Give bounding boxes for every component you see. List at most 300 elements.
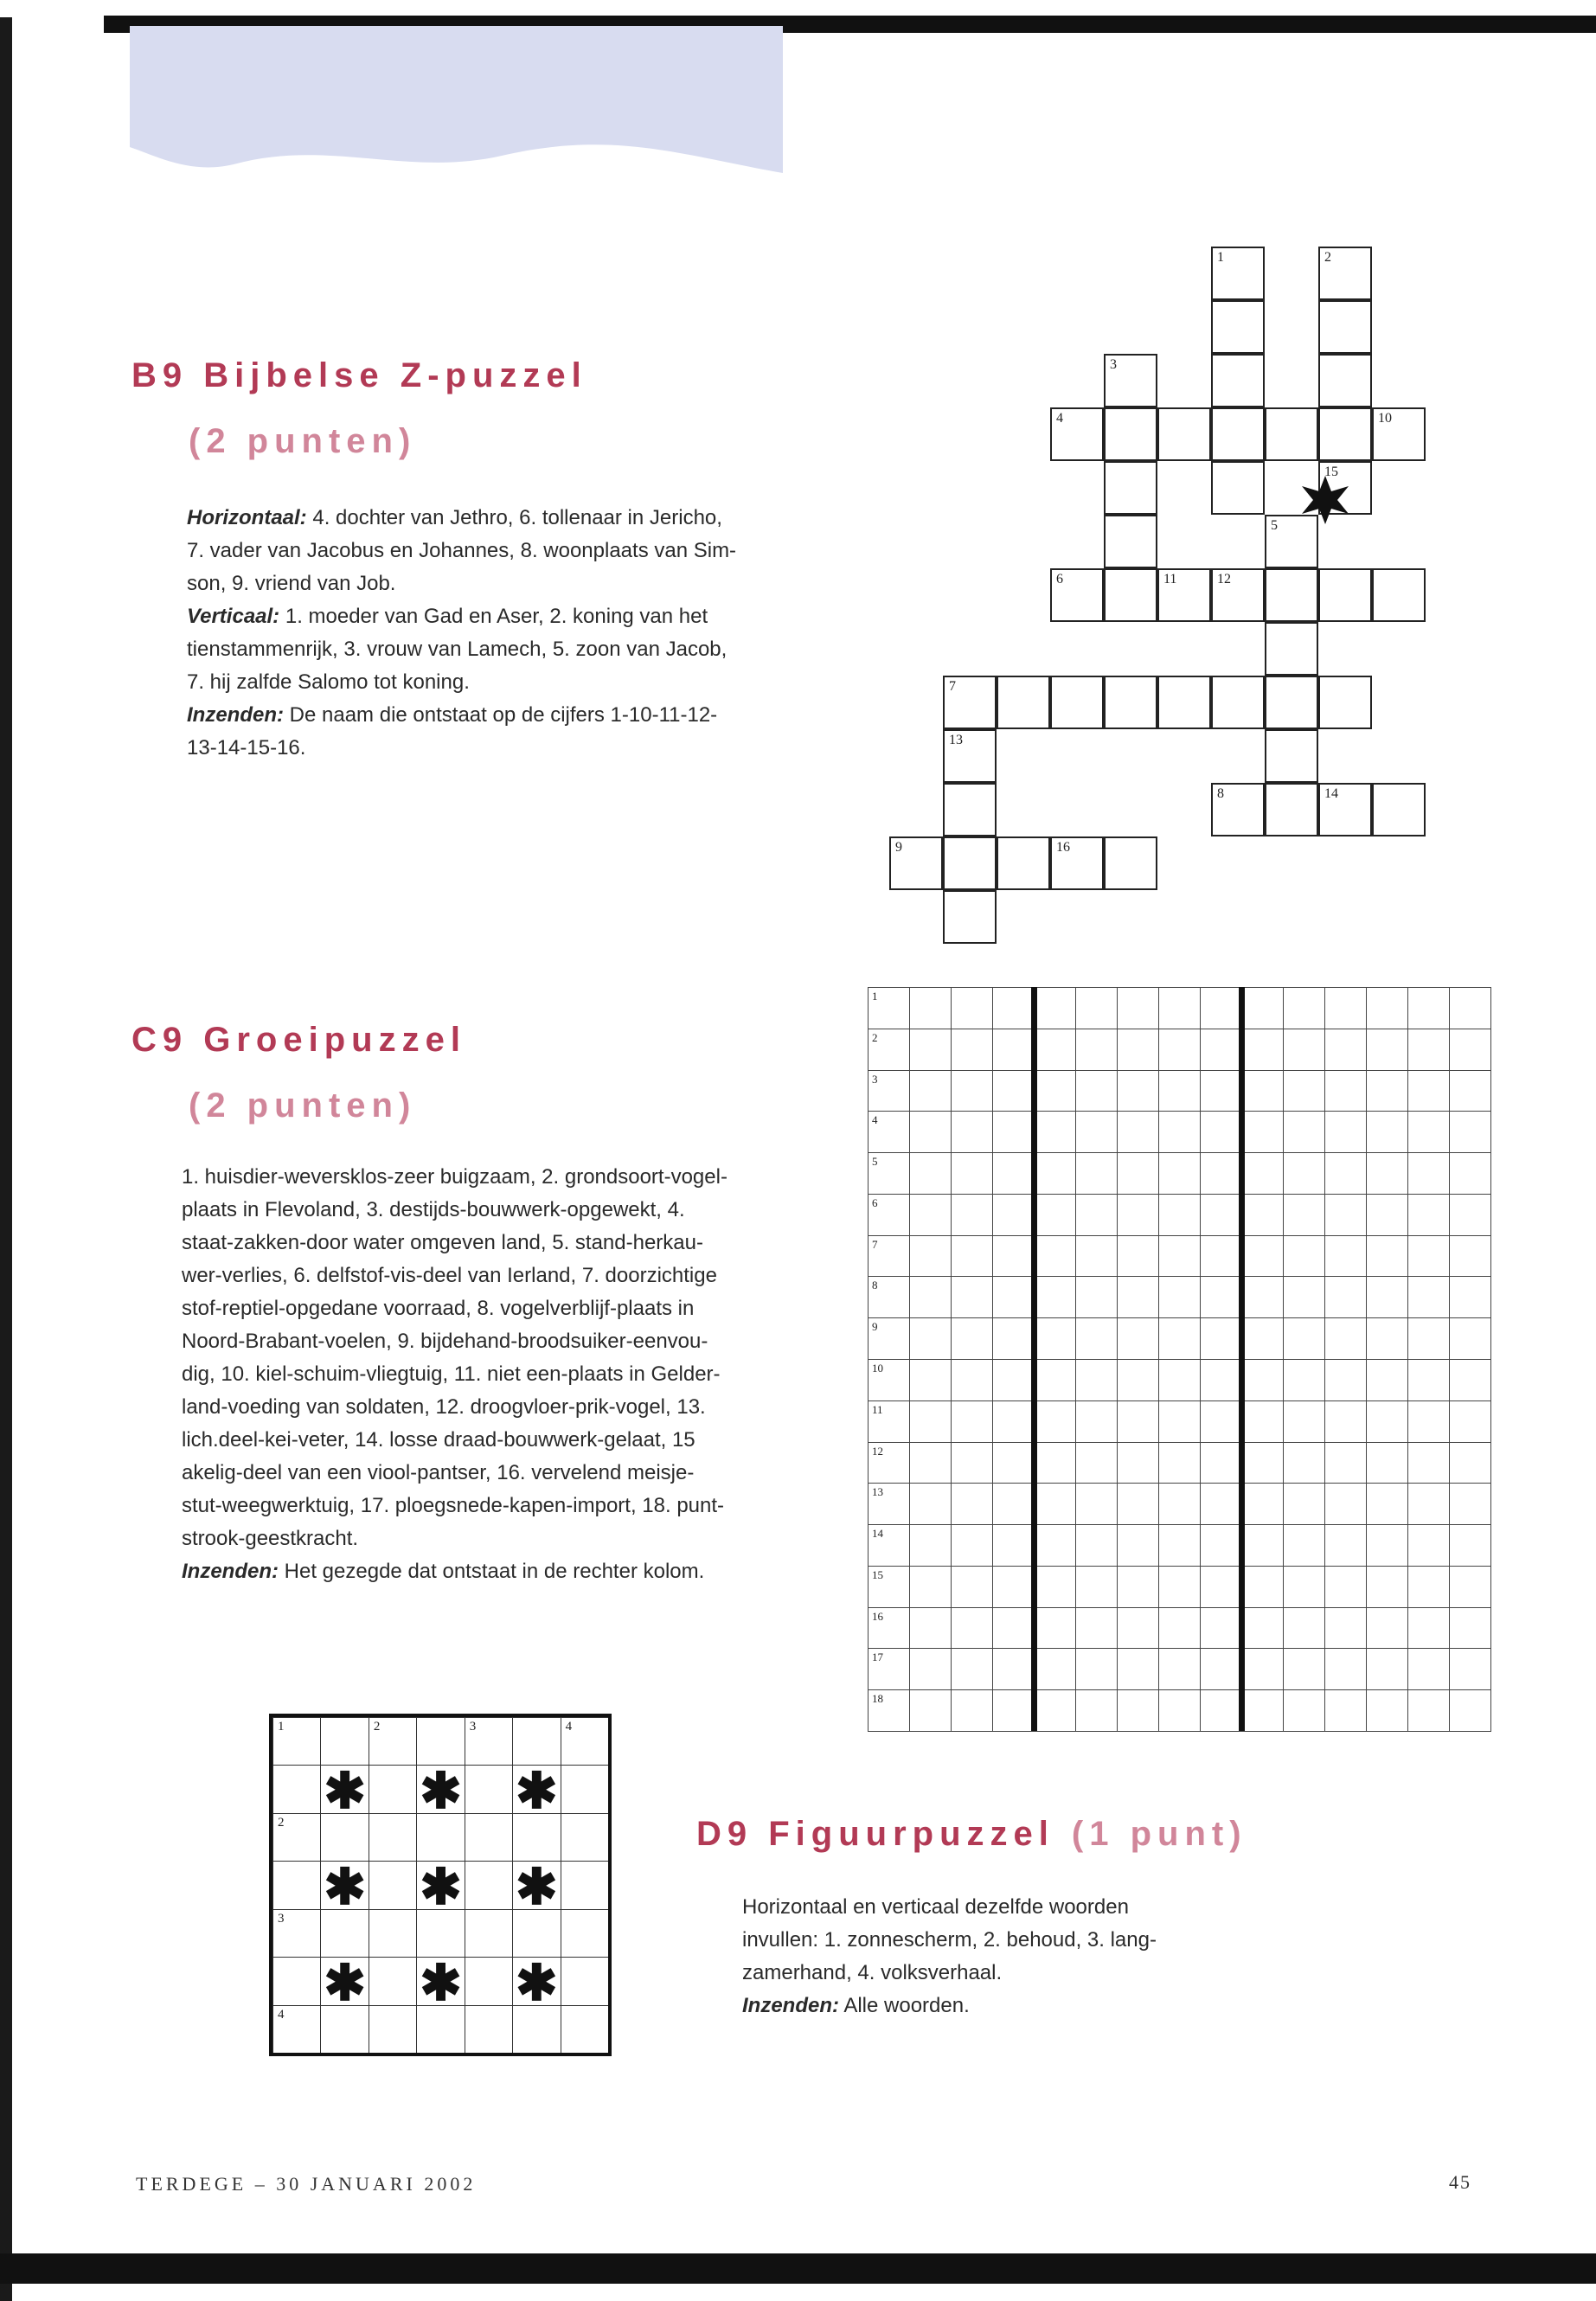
c9-grid-cell[interactable] [1075, 1194, 1118, 1236]
c9-grid-cell[interactable] [1158, 1689, 1201, 1732]
c9-grid-cell[interactable] [1158, 1442, 1201, 1484]
c9-grid-cell[interactable] [992, 987, 1035, 1029]
c9-grid-cell[interactable] [1449, 1400, 1491, 1443]
c9-grid-cell[interactable] [1075, 1524, 1118, 1567]
c9-grid-cell[interactable] [1324, 1070, 1367, 1112]
c9-grid-cell[interactable] [909, 987, 952, 1029]
b9-grid-cell[interactable] [1211, 461, 1265, 515]
c9-grid-cell[interactable] [1283, 1152, 1325, 1195]
c9-grid-cell[interactable] [868, 1483, 910, 1525]
c9-grid-cell[interactable] [1366, 987, 1408, 1029]
c9-grid-cell[interactable] [1200, 1483, 1242, 1525]
c9-grid-cell[interactable] [1283, 1029, 1325, 1071]
b9-grid-cell[interactable] [1265, 676, 1318, 729]
c9-grid-cell[interactable] [1200, 1607, 1242, 1650]
c9-grid-cell[interactable] [1200, 1566, 1242, 1608]
c9-grid-cell[interactable] [1241, 1317, 1284, 1360]
c9-grid-cell[interactable] [1449, 1276, 1491, 1318]
c9-grid-cell[interactable] [951, 1648, 993, 1690]
c9-grid-cell[interactable] [1241, 1442, 1284, 1484]
c9-grid-cell[interactable] [1366, 1235, 1408, 1278]
b9-grid-cell[interactable] [1104, 515, 1157, 568]
c9-grid-cell[interactable] [1241, 1029, 1284, 1071]
c9-grid-cell[interactable] [1158, 1359, 1201, 1401]
c9-grid-cell[interactable] [1117, 1607, 1159, 1650]
c9-grid-cell[interactable] [1075, 1111, 1118, 1153]
c9-grid-cell[interactable] [1324, 1111, 1367, 1153]
c9-grid-cell[interactable] [1283, 1442, 1325, 1484]
c9-grid-cell[interactable] [1200, 1442, 1242, 1484]
c9-grid-cell[interactable] [1241, 1152, 1284, 1195]
c9-grid-cell[interactable] [1407, 1483, 1450, 1525]
c9-grid-cell[interactable] [909, 1566, 952, 1608]
c9-grid-cell[interactable] [1117, 1483, 1159, 1525]
b9-grid-cell[interactable] [1211, 354, 1265, 407]
c9-grid-cell[interactable] [1283, 1689, 1325, 1732]
c9-grid-cell[interactable] [1034, 1648, 1076, 1690]
c9-grid-cell[interactable] [1034, 1029, 1076, 1071]
c9-grid-cell[interactable] [951, 1194, 993, 1236]
c9-grid-cell[interactable] [1407, 1235, 1450, 1278]
c9-grid-cell[interactable] [1200, 1689, 1242, 1732]
c9-grid-cell[interactable] [1117, 1689, 1159, 1732]
c9-grid-cell[interactable] [1200, 1359, 1242, 1401]
b9-grid-cell[interactable] [1211, 568, 1265, 622]
c9-grid-cell[interactable] [1283, 1194, 1325, 1236]
c9-grid-cell[interactable] [992, 1070, 1035, 1112]
c9-grid-cell[interactable] [1366, 1111, 1408, 1153]
c9-grid-cell[interactable] [1324, 987, 1367, 1029]
c9-grid-cell[interactable] [909, 1070, 952, 1112]
c9-grid-cell[interactable] [1158, 1607, 1201, 1650]
b9-grid-cell[interactable] [889, 836, 943, 890]
c9-grid-cell[interactable] [1075, 1317, 1118, 1360]
c9-grid-cell[interactable] [1324, 1607, 1367, 1650]
c9-grid-cell[interactable] [1366, 1442, 1408, 1484]
c9-grid-cell[interactable] [1324, 1194, 1367, 1236]
c9-grid-cell[interactable] [951, 987, 993, 1029]
c9-grid-cell[interactable] [1366, 1483, 1408, 1525]
b9-grid-cell[interactable] [1157, 568, 1211, 622]
c9-grid-cell[interactable] [1449, 987, 1491, 1029]
c9-grid-cell[interactable] [1366, 1070, 1408, 1112]
c9-grid-cell[interactable] [868, 1689, 910, 1732]
c9-grid-cell[interactable] [1200, 1194, 1242, 1236]
c9-grid-cell[interactable] [909, 1400, 952, 1443]
c9-grid-cell[interactable] [992, 1400, 1035, 1443]
c9-grid-cell[interactable] [1117, 1029, 1159, 1071]
c9-grid-cell[interactable] [909, 1152, 952, 1195]
c9-grid-cell[interactable] [1075, 1442, 1118, 1484]
c9-grid-cell[interactable] [1283, 1483, 1325, 1525]
c9-grid-cell[interactable] [1075, 1648, 1118, 1690]
c9-grid-cell[interactable] [1324, 1689, 1367, 1732]
c9-grid-cell[interactable] [1075, 1235, 1118, 1278]
c9-grid-cell[interactable] [1158, 987, 1201, 1029]
c9-grid-cell[interactable] [1407, 1689, 1450, 1732]
c9-grid-cell[interactable] [1407, 1566, 1450, 1608]
c9-grid-cell[interactable] [1366, 1689, 1408, 1732]
c9-grid-cell[interactable] [868, 1194, 910, 1236]
c9-grid-cell[interactable] [1283, 1070, 1325, 1112]
c9-grid-cell[interactable] [992, 1111, 1035, 1153]
b9-grid-cell[interactable] [1265, 407, 1318, 461]
c9-grid-cell[interactable] [1324, 1648, 1367, 1690]
b9-grid-cell[interactable] [1104, 461, 1157, 515]
c9-grid-cell[interactable] [1324, 1317, 1367, 1360]
c9-grid-cell[interactable] [1366, 1276, 1408, 1318]
c9-grid-cell[interactable] [1324, 1566, 1367, 1608]
b9-grid-cell[interactable] [1318, 676, 1372, 729]
c9-grid-cell[interactable] [1449, 1483, 1491, 1525]
c9-grid-cell[interactable] [992, 1524, 1035, 1567]
b9-grid-cell[interactable] [1050, 407, 1104, 461]
c9-grid-cell[interactable] [992, 1648, 1035, 1690]
c9-grid-cell[interactable] [1283, 1111, 1325, 1153]
c9-grid-cell[interactable] [1283, 1400, 1325, 1443]
c9-grid-cell[interactable] [992, 1029, 1035, 1071]
c9-grid-cell[interactable] [1241, 1566, 1284, 1608]
c9-grid-cell[interactable] [951, 1359, 993, 1401]
c9-grid-cell[interactable] [951, 1070, 993, 1112]
c9-grid-cell[interactable] [1075, 1689, 1118, 1732]
c9-grid-cell[interactable] [1034, 1566, 1076, 1608]
c9-grid-cell[interactable] [1117, 987, 1159, 1029]
c9-grid-cell[interactable] [1241, 1524, 1284, 1567]
c9-grid-cell[interactable] [1200, 1317, 1242, 1360]
b9-grid-cell[interactable] [1050, 676, 1104, 729]
c9-grid-cell[interactable] [1449, 1524, 1491, 1567]
c9-grid-cell[interactable] [951, 1483, 993, 1525]
c9-grid-cell[interactable] [909, 1317, 952, 1360]
b9-grid-cell[interactable] [1104, 407, 1157, 461]
c9-grid-cell[interactable] [1241, 1359, 1284, 1401]
c9-grid-cell[interactable] [1324, 1276, 1367, 1318]
c9-grid-cell[interactable] [1241, 1111, 1284, 1153]
c9-grid-cell[interactable] [992, 1607, 1035, 1650]
c9-grid-cell[interactable] [1200, 987, 1242, 1029]
c9-grid-cell[interactable] [1034, 1111, 1076, 1153]
c9-grid-cell[interactable] [1117, 1152, 1159, 1195]
c9-grid-cell[interactable] [1324, 1400, 1367, 1443]
c9-grid-cell[interactable] [1200, 1276, 1242, 1318]
c9-grid-cell[interactable] [868, 987, 910, 1029]
c9-grid-cell[interactable] [1449, 1111, 1491, 1153]
b9-grid-cell[interactable] [1050, 568, 1104, 622]
c9-grid-cell[interactable] [1034, 1689, 1076, 1732]
c9-grid-cell[interactable] [868, 1317, 910, 1360]
b9-grid-cell[interactable] [1372, 783, 1426, 836]
c9-grid-cell[interactable] [1366, 1194, 1408, 1236]
c9-grid-cell[interactable] [1449, 1029, 1491, 1071]
c9-grid-cell[interactable] [1407, 1152, 1450, 1195]
b9-grid-cell[interactable] [1211, 407, 1265, 461]
c9-grid-cell[interactable] [1449, 1442, 1491, 1484]
c9-grid-cell[interactable] [1117, 1070, 1159, 1112]
c9-grid-cell[interactable] [1449, 1607, 1491, 1650]
c9-grid-cell[interactable] [1034, 1235, 1076, 1278]
c9-grid-cell[interactable] [909, 1029, 952, 1071]
c9-grid-cell[interactable] [1200, 1648, 1242, 1690]
c9-grid-cell[interactable] [1283, 1566, 1325, 1608]
c9-grid-cell[interactable] [992, 1689, 1035, 1732]
b9-grid-cell[interactable] [997, 836, 1050, 890]
c9-grid-cell[interactable] [1158, 1566, 1201, 1608]
c9-grid-cell[interactable] [1158, 1029, 1201, 1071]
c9-grid-cell[interactable] [1283, 1276, 1325, 1318]
c9-grid-cell[interactable] [992, 1566, 1035, 1608]
c9-grid-cell[interactable] [1407, 1524, 1450, 1567]
c9-grid-cell[interactable] [992, 1442, 1035, 1484]
c9-grid-cell[interactable] [951, 1566, 993, 1608]
c9-grid-cell[interactable] [1366, 1566, 1408, 1608]
c9-grid-cell[interactable] [1241, 1235, 1284, 1278]
b9-grid-cell[interactable] [1372, 568, 1426, 622]
c9-grid-cell[interactable] [1158, 1524, 1201, 1567]
b9-grid-cell[interactable] [1157, 676, 1211, 729]
c9-grid-cell[interactable] [1407, 1317, 1450, 1360]
c9-grid-cell[interactable] [1034, 1607, 1076, 1650]
c9-grid-cell[interactable] [1034, 1400, 1076, 1443]
c9-grid-cell[interactable] [1075, 1400, 1118, 1443]
c9-grid-cell[interactable] [1075, 1029, 1118, 1071]
c9-grid-cell[interactable] [1407, 1442, 1450, 1484]
c9-grid-cell[interactable] [1034, 1317, 1076, 1360]
c9-grid-cell[interactable] [1034, 1152, 1076, 1195]
c9-grid-cell[interactable] [1117, 1566, 1159, 1608]
b9-grid-cell[interactable] [1211, 783, 1265, 836]
b9-grid-cell[interactable] [943, 783, 997, 836]
c9-grid-cell[interactable] [951, 1152, 993, 1195]
c9-grid-cell[interactable] [1075, 1070, 1118, 1112]
c9-grid-cell[interactable] [1324, 1442, 1367, 1484]
c9-grid-cell[interactable] [1034, 1276, 1076, 1318]
c9-grid-cell[interactable] [909, 1689, 952, 1732]
c9-grid-cell[interactable] [992, 1483, 1035, 1525]
c9-grid-cell[interactable] [1449, 1152, 1491, 1195]
c9-grid-cell[interactable] [1241, 1194, 1284, 1236]
c9-grid-cell[interactable] [1117, 1111, 1159, 1153]
c9-grid-cell[interactable] [1449, 1235, 1491, 1278]
c9-grid-cell[interactable] [1158, 1483, 1201, 1525]
c9-grid-cell[interactable] [868, 1070, 910, 1112]
c9-grid-cell[interactable] [1158, 1235, 1201, 1278]
c9-grid-cell[interactable] [868, 1235, 910, 1278]
c9-grid-cell[interactable] [1158, 1400, 1201, 1443]
c9-grid-cell[interactable] [1407, 1607, 1450, 1650]
c9-grid-cell[interactable] [1324, 1235, 1367, 1278]
c9-grid-cell[interactable] [868, 1400, 910, 1443]
c9-grid-cell[interactable] [1075, 1359, 1118, 1401]
c9-grid-cell[interactable] [1117, 1317, 1159, 1360]
c9-grid-cell[interactable] [1034, 987, 1076, 1029]
c9-grid-cell[interactable] [909, 1276, 952, 1318]
c9-grid-cell[interactable] [992, 1152, 1035, 1195]
c9-grid-cell[interactable] [1158, 1152, 1201, 1195]
c9-grid-cell[interactable] [951, 1442, 993, 1484]
b9-grid-cell[interactable] [1104, 568, 1157, 622]
c9-grid-cell[interactable] [909, 1359, 952, 1401]
c9-grid-cell[interactable] [1283, 1648, 1325, 1690]
c9-grid-cell[interactable] [1366, 1607, 1408, 1650]
c9-grid-cell[interactable] [909, 1442, 952, 1484]
c9-grid-cell[interactable] [951, 1111, 993, 1153]
b9-grid-cell[interactable] [1318, 300, 1372, 354]
c9-grid-cell[interactable] [1324, 1029, 1367, 1071]
c9-grid-cell[interactable] [951, 1689, 993, 1732]
b9-grid-cell[interactable] [1318, 783, 1372, 836]
c9-grid-cell[interactable] [1117, 1359, 1159, 1401]
c9-grid-cell[interactable] [1407, 1648, 1450, 1690]
c9-grid-cell[interactable] [1324, 1524, 1367, 1567]
c9-grid-cell[interactable] [1241, 1400, 1284, 1443]
b9-grid-cell[interactable] [1318, 407, 1372, 461]
c9-grid-cell[interactable] [951, 1276, 993, 1318]
c9-grid-cell[interactable] [1407, 1070, 1450, 1112]
c9-grid-cell[interactable] [951, 1524, 993, 1567]
c9-grid-cell[interactable] [992, 1317, 1035, 1360]
b9-grid-cell[interactable] [1104, 354, 1157, 407]
c9-grid-cell[interactable] [1075, 1483, 1118, 1525]
c9-grid-cell[interactable] [909, 1524, 952, 1567]
c9-grid-cell[interactable] [1117, 1524, 1159, 1567]
c9-grid-cell[interactable] [868, 1442, 910, 1484]
c9-grid-cell[interactable] [1241, 1689, 1284, 1732]
c9-grid-cell[interactable] [1117, 1648, 1159, 1690]
c9-grid-cell[interactable] [1366, 1400, 1408, 1443]
c9-grid-cell[interactable] [868, 1359, 910, 1401]
c9-grid-cell[interactable] [1407, 1359, 1450, 1401]
c9-grid-cell[interactable] [868, 1152, 910, 1195]
c9-grid-cell[interactable] [1324, 1483, 1367, 1525]
c9-grid-cell[interactable] [1283, 1317, 1325, 1360]
c9-grid-cell[interactable] [1366, 1317, 1408, 1360]
c9-grid-cell[interactable] [1034, 1194, 1076, 1236]
c9-grid-cell[interactable] [1449, 1689, 1491, 1732]
c9-grid-cell[interactable] [1034, 1442, 1076, 1484]
c9-grid-cell[interactable] [868, 1648, 910, 1690]
c9-grid-cell[interactable] [951, 1317, 993, 1360]
c9-grid-cell[interactable] [909, 1194, 952, 1236]
b9-grid-cell[interactable] [1265, 729, 1318, 783]
c9-grid-cell[interactable] [1366, 1152, 1408, 1195]
b9-grid-cell[interactable] [1318, 568, 1372, 622]
c9-grid-cell[interactable] [1449, 1070, 1491, 1112]
c9-grid-cell[interactable] [1407, 987, 1450, 1029]
c9-grid-cell[interactable] [1075, 987, 1118, 1029]
c9-grid-cell[interactable] [951, 1235, 993, 1278]
c9-grid-cell[interactable] [951, 1400, 993, 1443]
b9-grid-cell[interactable] [943, 676, 997, 729]
c9-grid-cell[interactable] [1449, 1317, 1491, 1360]
c9-grid-cell[interactable] [868, 1276, 910, 1318]
b9-grid-cell[interactable] [1211, 247, 1265, 300]
c9-grid-cell[interactable] [1324, 1359, 1367, 1401]
b9-grid-cell[interactable] [1265, 622, 1318, 676]
c9-grid-cell[interactable] [1200, 1235, 1242, 1278]
c9-grid-cell[interactable] [992, 1235, 1035, 1278]
b9-grid-cell[interactable] [1211, 300, 1265, 354]
b9-grid-cell[interactable] [1104, 676, 1157, 729]
c9-grid-cell[interactable] [1407, 1400, 1450, 1443]
c9-grid-cell[interactable] [992, 1276, 1035, 1318]
c9-grid-cell[interactable] [1449, 1648, 1491, 1690]
c9-grid-cell[interactable] [1241, 987, 1284, 1029]
c9-grid-cell[interactable] [1034, 1070, 1076, 1112]
c9-grid-cell[interactable] [1158, 1194, 1201, 1236]
c9-grid-cell[interactable] [1283, 1524, 1325, 1567]
c9-grid-cell[interactable] [992, 1194, 1035, 1236]
c9-grid-cell[interactable] [1241, 1483, 1284, 1525]
c9-grid-cell[interactable] [1200, 1152, 1242, 1195]
b9-grid-cell[interactable] [1211, 676, 1265, 729]
c9-grid-cell[interactable] [1283, 1235, 1325, 1278]
c9-grid-cell[interactable] [1241, 1070, 1284, 1112]
c9-grid-cell[interactable] [868, 1524, 910, 1567]
c9-grid-cell[interactable] [1449, 1194, 1491, 1236]
c9-grid-cell[interactable] [1117, 1400, 1159, 1443]
b9-grid-cell[interactable] [1318, 354, 1372, 407]
c9-grid-cell[interactable] [1449, 1566, 1491, 1608]
c9-grid-cell[interactable] [1034, 1359, 1076, 1401]
b9-grid-cell[interactable] [1372, 407, 1426, 461]
c9-grid-cell[interactable] [1075, 1276, 1118, 1318]
c9-grid-cell[interactable] [1200, 1400, 1242, 1443]
c9-grid-cell[interactable] [1075, 1607, 1118, 1650]
c9-grid-cell[interactable] [1117, 1194, 1159, 1236]
c9-grid-cell[interactable] [1366, 1029, 1408, 1071]
c9-grid-cell[interactable] [1158, 1070, 1201, 1112]
b9-grid-cell[interactable] [1104, 836, 1157, 890]
c9-grid-cell[interactable] [1158, 1276, 1201, 1318]
c9-grid-cell[interactable] [868, 1111, 910, 1153]
b9-grid-cell[interactable] [1265, 783, 1318, 836]
c9-grid-cell[interactable] [951, 1607, 993, 1650]
c9-grid-cell[interactable] [1366, 1359, 1408, 1401]
c9-grid-cell[interactable] [1200, 1111, 1242, 1153]
c9-grid-cell[interactable] [909, 1111, 952, 1153]
b9-grid-cell[interactable] [1050, 836, 1104, 890]
c9-grid-cell[interactable] [951, 1029, 993, 1071]
c9-grid-cell[interactable] [992, 1359, 1035, 1401]
c9-grid-cell[interactable] [1324, 1152, 1367, 1195]
c9-grid-cell[interactable] [1200, 1029, 1242, 1071]
c9-grid-cell[interactable] [909, 1483, 952, 1525]
b9-grid-cell[interactable] [1318, 247, 1372, 300]
c9-grid-cell[interactable] [1407, 1194, 1450, 1236]
b9-grid-cell[interactable] [1157, 407, 1211, 461]
c9-grid-cell[interactable] [1117, 1442, 1159, 1484]
c9-grid-cell[interactable] [1158, 1111, 1201, 1153]
b9-grid-cell[interactable] [943, 890, 997, 944]
c9-grid-cell[interactable] [1034, 1524, 1076, 1567]
b9-grid-cell[interactable] [943, 836, 997, 890]
c9-grid-cell[interactable] [1366, 1648, 1408, 1690]
c9-grid-cell[interactable] [1283, 1607, 1325, 1650]
c9-grid-cell[interactable] [1075, 1566, 1118, 1608]
c9-grid-cell[interactable] [868, 1029, 910, 1071]
c9-grid-cell[interactable] [1366, 1524, 1408, 1567]
c9-grid-cell[interactable] [909, 1235, 952, 1278]
c9-grid-cell[interactable] [1158, 1648, 1201, 1690]
c9-grid-cell[interactable] [1034, 1483, 1076, 1525]
b9-grid-cell[interactable] [943, 729, 997, 783]
c9-grid-cell[interactable] [1241, 1276, 1284, 1318]
b9-grid-cell[interactable] [997, 676, 1050, 729]
b9-grid-cell[interactable] [1265, 568, 1318, 622]
c9-grid-cell[interactable] [1200, 1070, 1242, 1112]
c9-grid-cell[interactable] [1241, 1607, 1284, 1650]
